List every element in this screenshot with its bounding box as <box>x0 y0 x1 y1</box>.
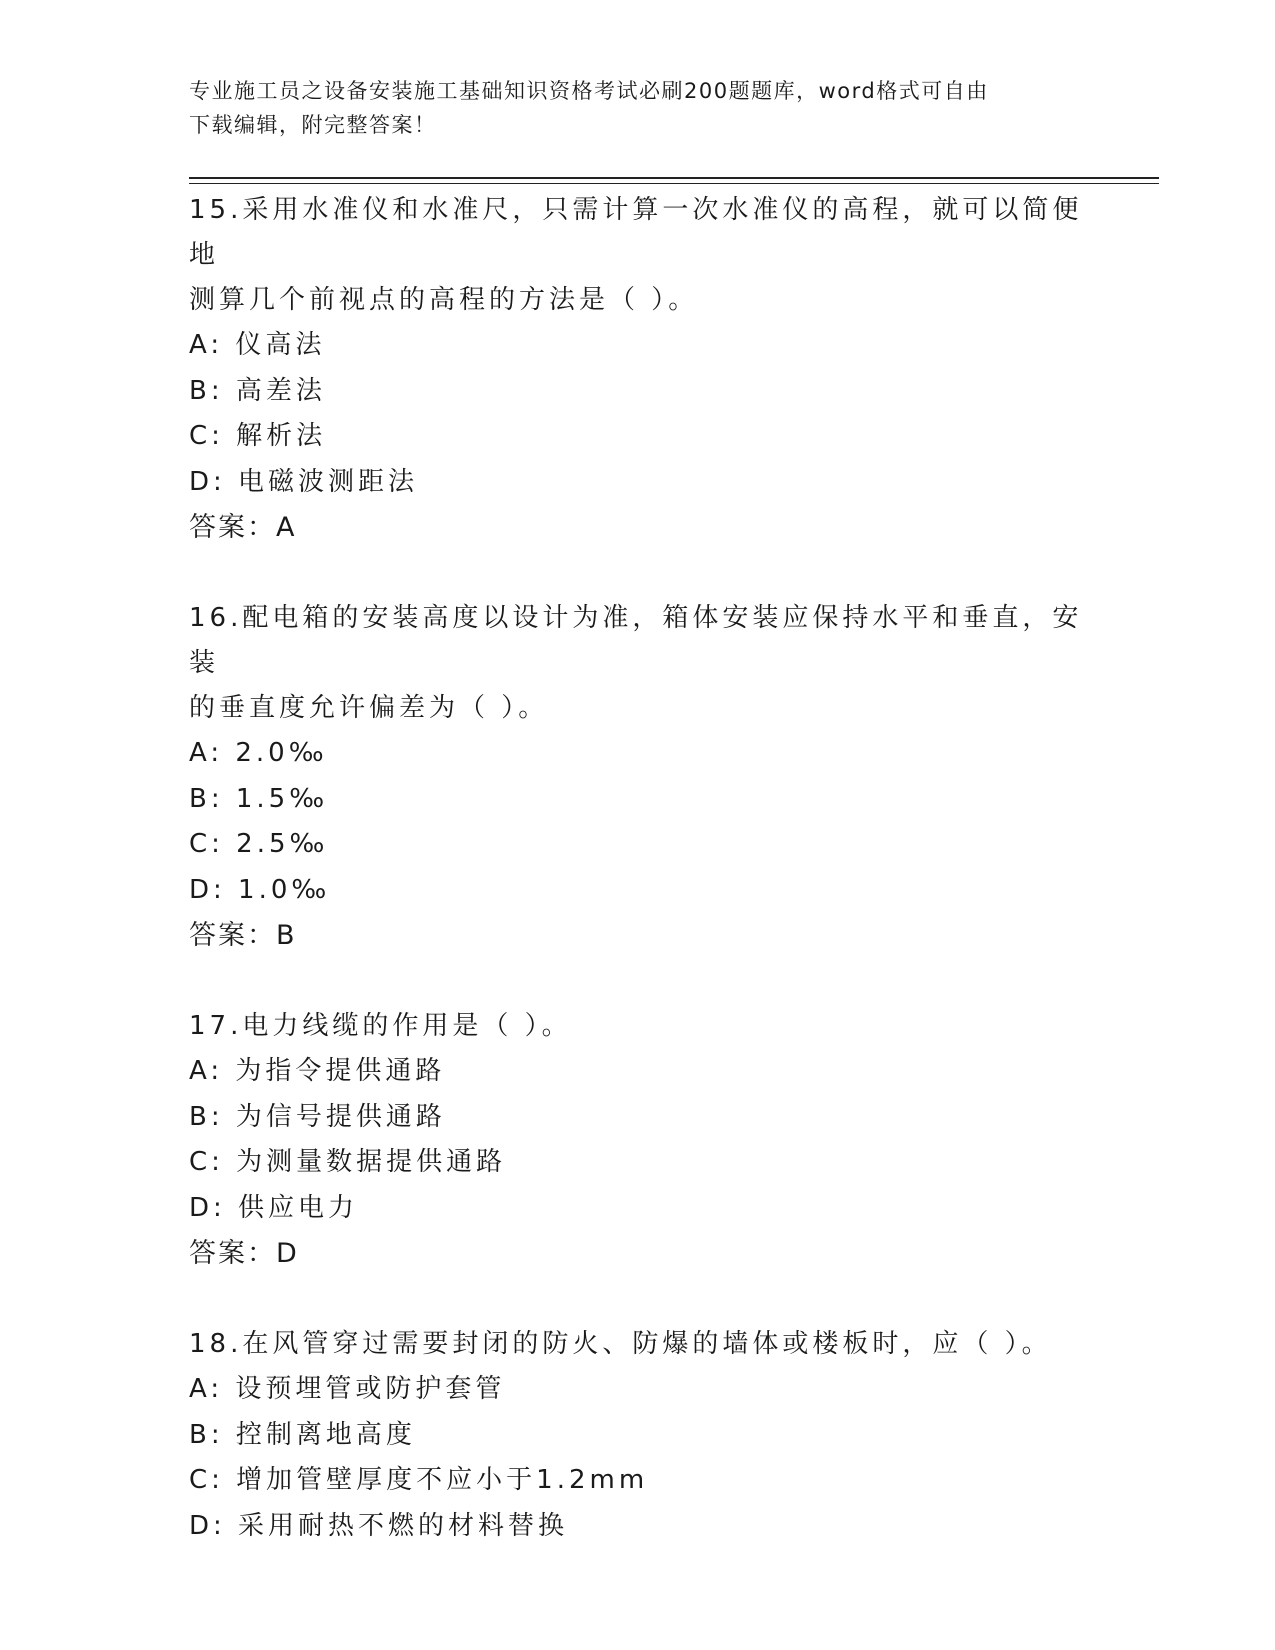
option-c: C: 增加管壁厚度不应小于1.2mm <box>189 1465 649 1495</box>
question-stem-line: 17.电力线缆的作用是（ ）。 <box>189 1011 572 1041</box>
option-a: A: 仪高法 <box>189 330 326 360</box>
option-a: A: 2.0‰ <box>189 738 328 768</box>
answer-line: 答案：A <box>189 512 297 543</box>
document-header <box>189 74 1089 142</box>
option-b: B: 为信号提供通路 <box>189 1101 446 1132</box>
answer-line: 答案：B <box>189 920 297 951</box>
question-stem-line: 15.采用水准仪和水准尺，只需计算一次水准仪的高程，就可以简便地 <box>189 195 1083 270</box>
option-d: D: 供应电力 <box>189 1192 359 1223</box>
option-c: C: 为测量数据提供通路 <box>189 1147 507 1177</box>
question-15 <box>189 188 1089 550</box>
option-b: B: 1.5‰ <box>189 783 329 814</box>
question-stem-line: 16.配电箱的安装高度以设计为准，箱体安装应保持水平和垂直，安装 <box>189 603 1083 678</box>
option-d: D: 电磁波测距法 <box>189 466 419 497</box>
question-stem-line: 测算几个前视点的高程的方法是（ ）。 <box>189 285 699 315</box>
question-17 <box>189 1004 1089 1276</box>
question-18 <box>189 1322 1089 1549</box>
answer-line: 答案：D <box>189 1238 299 1269</box>
option-a: A: 设预埋管或防护套管 <box>189 1374 506 1404</box>
question-list <box>189 188 1089 1595</box>
question-stem-line: 的垂直度允许偏差为（ ）。 <box>189 693 549 723</box>
option-b: B: 控制离地高度 <box>189 1419 416 1450</box>
question-16 <box>189 596 1089 958</box>
header-line-1: 专业施工员之设备安装施工基础知识资格考试必刷200题题库，word格式可自由 <box>189 79 989 103</box>
option-c: C: 解析法 <box>189 421 327 451</box>
option-a: A: 为指令提供通路 <box>189 1056 446 1086</box>
option-d: D: 采用耐热不燃的材料替换 <box>189 1510 569 1541</box>
option-d: D: 1.0‰ <box>189 874 331 905</box>
header-divider-thin <box>189 183 1159 184</box>
option-b: B: 高差法 <box>189 375 326 406</box>
header-divider-thick <box>189 177 1159 179</box>
option-c: C: 2.5‰ <box>189 829 329 859</box>
question-stem-line: 18.在风管穿过需要封闭的防火、防爆的墙体或楼板时，应（ ）。 <box>189 1329 1052 1359</box>
header-line-2: 下载编辑，附完整答案！ <box>189 113 437 137</box>
